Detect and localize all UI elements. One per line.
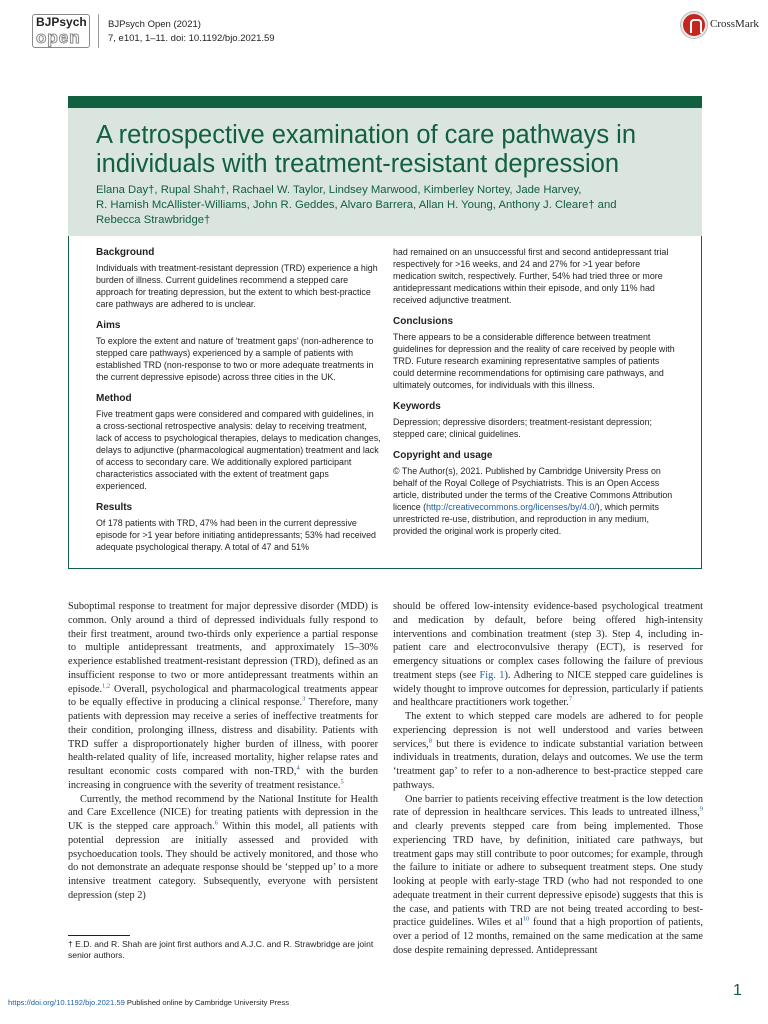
author[interactable]: Rupal Shah†, <box>160 184 230 196</box>
aims-heading: Aims <box>96 320 121 331</box>
citation-ref[interactable]: 10 <box>522 915 530 923</box>
doi-link[interactable]: https://doi.org/10.1192/bjo.2021.59 <box>8 998 125 1007</box>
author[interactable]: Alvaro Barrera, <box>340 199 417 211</box>
method-text: Five treatment gaps were considered and compared with guidelines, in a cross-sectional retrospective analysis: delay to receiving treatment, lack of access to psychological therapies, delays to medication changes, delays to adjunctive (pharmacological augmentation) treatment and lack of access to secondary care. We additionally explored participant characteristics associated with the extent of treatment gaps experienced. <box>96 409 381 491</box>
citation-ref[interactable]: 3 <box>302 695 306 703</box>
copyright-text <box>393 465 680 537</box>
citation-ref[interactable]: 1,2 <box>102 682 111 690</box>
author[interactable]: John R. Geddes, <box>252 199 338 211</box>
body-left-column <box>68 600 378 903</box>
body-paragraph <box>68 600 378 793</box>
keywords-text: Depression; depressive disorders; treatment-resistant depression; stepped care; clinical guidelines. <box>393 417 652 439</box>
author[interactable]: Rebecca Strawbridge† <box>96 214 211 226</box>
page-footer <box>8 998 289 1007</box>
copyright-text-a: © The Author(s), 2021. Published by Cambridge University Press on behalf of the Royal College of Psychiatrists. This is an Open Access article, distributed under the terms of the Creative Commons Attribution licence ( <box>393 466 673 512</box>
journal-logo <box>32 14 90 48</box>
author[interactable]: Kimberley Nortey, <box>423 184 513 196</box>
figure-link[interactable]: Fig. 1 <box>479 669 505 681</box>
page-number: 1 <box>733 982 742 999</box>
text-run: Suboptimal response to treatment for major depressive disorder (MDD) is common. Only around a third of depressed individuals fully respond to their first treatment, around two-thirds only experience a partial response to multiple antidepressant treatments, and approximately 15–30% experience established treatment-resistant depression (TRD), defined as an insufficient response to two or more antidepressant treatments within an episode. <box>68 601 378 695</box>
article-title: A retrospective examination of care pathways in individuals with treatment-resistant depression <box>96 121 637 178</box>
citation-ref[interactable]: 9 <box>699 805 703 813</box>
author[interactable]: Lindsey Marwood, <box>328 184 421 196</box>
method-heading: Method <box>96 393 132 404</box>
author[interactable]: Allan H. Young, <box>418 199 496 211</box>
conclusions-heading: Conclusions <box>393 316 454 327</box>
footnote-rule <box>68 935 130 936</box>
body-paragraph <box>393 793 703 958</box>
published-note: Published online by Cambridge University Press <box>124 998 289 1007</box>
abstract-right-column <box>393 246 680 537</box>
logo-bottom-text: open <box>36 28 81 47</box>
copyright-text-b: ), which permits unrestricted re-use, distribution, and reproduction in any medium, provided the original work is properly cited. <box>393 502 659 536</box>
background-heading: Background <box>96 247 155 258</box>
results-text-continued: had remained on an unsuccessful first and second antidepressant trial respectively for >16 weeks, and 24 and 27% for >1 year before medication switch, respectively. Further, 54% had tried three or more antidepressant medications within their episode, and only 11% had received adjunctive treatment. <box>393 247 669 305</box>
citation: 7, e101, 1–11. doi: 10.1192/bjo.2021.59 <box>108 33 275 44</box>
text-run: Therefore, many patients with depression may receive a series of ineffective treatments for their condition, prolonging illness, distress and disability. Patients with TRD suffer a disproportionately higher burden of illness, with poorer health-related quality of life, increased mortality, higher relapse rates and resultant economic costs compared with non-TRD, <box>68 697 378 777</box>
author[interactable]: Rachael W. Taylor, <box>232 184 326 196</box>
author[interactable]: Jade Harvey, <box>515 184 582 196</box>
results-heading: Results <box>96 502 133 513</box>
text-run: ). Adhering to NICE stepped care guidelines is widely thought to improve outcomes for depression, particularly if patients and healthcare practitioners work together. <box>393 669 703 709</box>
body-paragraph <box>393 600 703 710</box>
abstract-left-column <box>96 246 381 553</box>
text-run: should be offered low-intensity evidence-based psychological treatment and medication by default, before being offered high-intensity interventions and combination treatment (step 3). Step 4, including in-patient care and electroconvulsive therapy (ECT), is reserved for emergency situations or complex cases following the failure of previous treatment steps (see <box>393 601 703 681</box>
license-link[interactable]: http://creativecommons.org/licenses/by/4.0/ <box>426 502 597 512</box>
text-run: Overall, psychological and pharmacological treatments appear to be equally effective in producing a clinical response. <box>68 683 378 709</box>
citation-ref[interactable]: 7 <box>568 695 573 703</box>
text-run: The extent to which stepped care models are adhered to for people experiencing depression is not well understood and varies between services, <box>393 711 703 750</box>
citation-ref[interactable]: 5 <box>340 778 344 786</box>
copyright-heading: Copyright and usage <box>393 450 493 461</box>
body-right-column <box>393 600 703 958</box>
body-paragraph <box>68 793 378 903</box>
text-run: with the burden increasing in congruence with the severity of treatment resistance. <box>68 766 379 791</box>
text-run: Within this model, all patients with potential depression are initially assessed and provided with psychoeducation tools. They should be actively monitored, and those who do not demonstrate an adequate response should be ‘stepped up’ to a more intensive treatment category. Subsequently, everyone with persistent depression (step 2) <box>68 821 379 901</box>
keywords-heading: Keywords <box>393 401 441 412</box>
logo-top-text: BJPsych <box>36 15 87 29</box>
conclusions-text: There appears to be a considerable difference between treatment guidelines for depression and the reality of care received by people with TRD. Future research examining representative samples of patients could determine recommendations for optimising care pathways, and ultimately outcomes, for individuals with this illness. <box>393 332 675 390</box>
background-text: Individuals with treatment-resistant depression (TRD) experience a high burden of illness. Current guidelines recommend a stepped care approach for treating depression, but the extent to which best-practice care pathways are adhered to is unclear. <box>96 263 378 309</box>
author[interactable]: Anthony J. Cleare† and <box>498 199 617 211</box>
author-footnote: † E.D. and R. Shah are joint first authors and A.J.C. and R. Strawbridge are joint senior authors. <box>68 939 374 960</box>
text-run: found that a high proportion of patients, over a period of 12 months, remained on the same medication at the same dose despite remaining depressed. Antidepressant <box>393 917 703 956</box>
text-run: Currently, the method recommend by the National Institute for Health and Care Excellence (NICE) for treating patients with depression in the UK is the stepped care approach. <box>68 793 378 832</box>
crossmark-icon[interactable] <box>681 12 707 38</box>
text-run: and clearly prevents stepped care from being implemented. Those experiencing TRD have, by definition, initiated care pathways, but treatment gaps may still contribute to poor outcomes; for example, through the failure to initiate or adhere to subsequent treatment steps. One study looking at people with early-stage TRD (who had not responded to one adequate treatment in their current depressive episode) suggests that this is the case, and patients with TRD are not being treated according to best-practice guidelines. Wiles et al <box>393 821 703 929</box>
author[interactable]: R. Hamish McAllister-Williams, <box>96 199 250 211</box>
crossmark-label[interactable]: CrossMark <box>710 18 759 30</box>
aims-text: To explore the extent and nature of ‘treatment gaps’ (non-adherence to stepped care pathways) experienced by a sample of patients with established TRD (non-response to two or more adequate treatments in the current depressive episode) across three cities in the UK. <box>96 336 374 382</box>
journal-name: BJPsych Open (2021) <box>108 19 201 30</box>
text-run: One barrier to patients receiving effective treatment is the low detection rate of depression in healthcare services. This leads to untreated illness, <box>393 793 703 819</box>
body-paragraph <box>393 710 703 793</box>
citation-ref[interactable]: 4 <box>296 764 300 772</box>
citation-ref[interactable]: 6 <box>214 819 218 827</box>
header-divider <box>98 14 99 48</box>
results-text: Of 178 patients with TRD, 47% had been in the current depressive episode for >1 year before initiating antidepressants; 53% had received adequate psychological therapy. A total of 47 and 51% <box>96 518 376 552</box>
text-run: but there is evidence to indicate substantial variation between individuals in treatments, duration, delays and outcomes. We use the term ‘treatment gap’ to refer to a non-adherence to best-practice stepped care pathways. <box>393 738 703 791</box>
author-list <box>96 183 696 228</box>
title-bar <box>68 96 702 108</box>
author[interactable]: Elana Day†, <box>96 184 158 196</box>
citation-ref[interactable]: 8 <box>428 737 432 745</box>
